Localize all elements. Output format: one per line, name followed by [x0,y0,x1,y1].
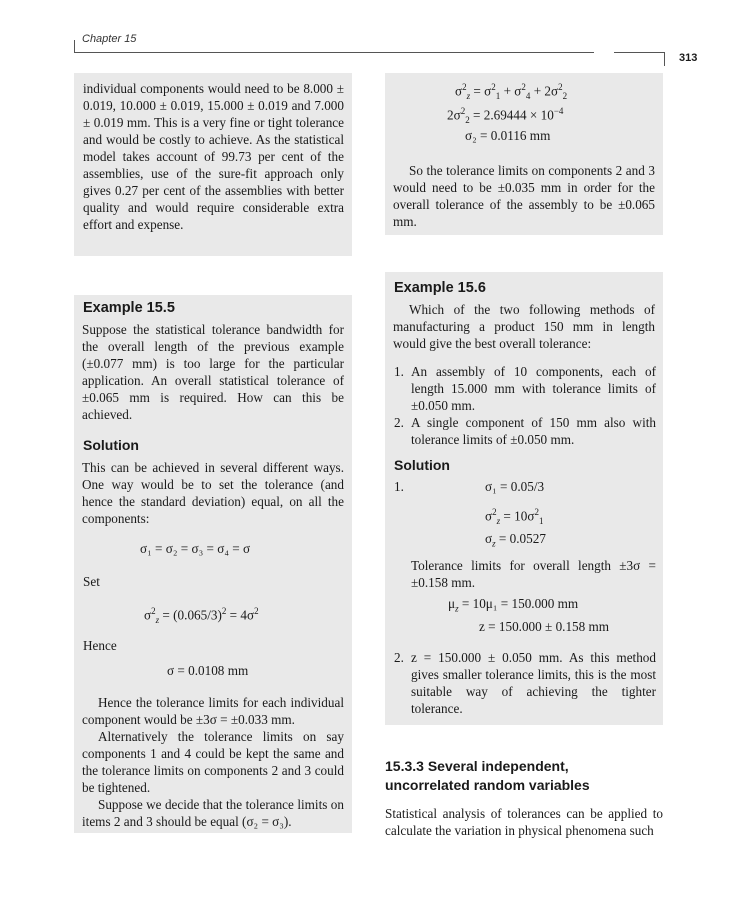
equation-sigma2: σ₂ = 0.0116 mm [465,128,551,143]
header-rule-right [614,52,664,53]
example-15-5-box [74,295,352,833]
equation-sigma-z-squared: $\sigma^2_z = 10\sigma^2_1$ [485,507,544,527]
equation-z-result: z = 150.000 ± 0.158 mm [479,619,610,634]
example-15-5-intro: Suppose the statistical tolerance bandwidth for the overall length of the previous example (±0.077 mm) is too large for the particular application. An overall statistical tolerance of ±0.065 mm is required. How can this be achieved. [82,322,344,422]
equation-box [385,73,663,235]
paragraph-alternatively: Alternatively the tolerance limits on say components 1 and 4 could be kept the same and the tolerance limits on components 2 and 3 could be tightened. [82,729,344,795]
equation-2sigma: $2\sigma^2_2 = 2.69444 \times 10^{-4}$ [447,106,564,126]
equation-set: $\sigma^2_z = (0.065/3)^2 = 4\sigma^2$ [144,606,259,626]
example-15-6-intro: Which of the two following methods of manufacturing a product 150 mm in length would give the best overall tolerance: [393,302,655,351]
continuation-box [74,73,352,256]
continuation-text: individual components would need to be 8.000 ± 0.019, 10.000 ± 0.019, 15.000 ± 0.019 and 7.000 ± 0.019 mm. This is a very fine or tight tolerance and would be costly to achieve. As the statistical model takes account of 99.73 per cent of the assemblies, use of the sure-fit approach only gives 0.27 per cent of the assemblies with better quality and would require considerable extra effort and expense. [83,81,344,232]
header-rule-right-tick [664,52,665,66]
equation-box-text: So the tolerance limits on components 2 and 3 would need to be ±0.035 mm in order for the overall tolerance of the assembly to be ±0.065 mm. [393,163,655,229]
solution-item-1-number: 1. [394,479,404,494]
equation-sigma-value: σ = 0.0108 mm [167,663,249,678]
equation-sigma1: σ₁ = 0.05/3 [485,479,545,494]
example-15-6-box: Example 15.6 Which of the two following methods of manufacturing a product 150 mm in length would give the best overall tolerance: 1. An assembly of 10 components, each of length 15.000 mm with tolerance limits of ±0.050 mm. 2. A single component of 150 mm also with tolerance limits of ±0.050 mm. Solution 1. σ₁ = 0.05/3 $\sigma^2_z = 10\sigma^2_1$ $\sigma_z = 0.0527$ Tolerance limits for overall length ±3σ = ±0.158 mm. $\mu_z = 10\mu_1 = 150.000$ mm z = 150.000 ± 0.158 mm 2. z = 150.000 ± 0.050 mm. As this method gives smaller tolerance limits, this is the most suitable way of achieving the tighter tolerance. [385,272,663,725]
example-15-6-solution-heading: Solution [394,457,450,473]
solution-heading: Solution [83,437,139,453]
hence-label: Hence [83,638,117,653]
tolerance-limits-text: Tolerance limits for overall length ±3σ = ±0.158 mm. [411,558,656,590]
paragraph-suppose: Suppose we decide that the tolerance limits on items 2 and 3 should be equal (σ₂ = σ₃). [82,797,344,829]
solution-text: This can be achieved in several different ways. One way would be to set the tolerance (and hence the standard deviation) equal, on all the components: [82,460,344,526]
header-rule [74,52,594,53]
chapter-label: Chapter 15 [82,33,137,45]
header-rule-tick [74,40,75,52]
page-number: 313 [679,52,698,64]
set-label: Set [83,574,100,589]
equation-variance-sum: $\sigma^2_z = \sigma^2_1 + \sigma^2_4 + 2\sigma^2_2$ [455,82,568,102]
section-text: Statistical analysis of tolerances can be applied to calculate the variation in physical phenomena such [385,806,663,838]
example-15-5-title: Example 15.5 [83,300,175,316]
equation-equal-sigma: σ₁ = σ₂ = σ₃ = σ₄ = σ [140,541,251,556]
example-15-6-title: Example 15.6 [394,280,486,296]
paragraph-individual: Hence the tolerance limits for each individual component would be ±3σ = ±0.033 mm. [82,695,344,727]
section-heading: 15.3.3 Several independent, uncorrelated random variables [385,758,590,793]
equation-sigma-z: $\sigma_z = 0.0527$ [485,531,546,549]
equation-mu-z: $\mu_z = 10\mu_1 = 150.000$ mm [448,596,579,614]
